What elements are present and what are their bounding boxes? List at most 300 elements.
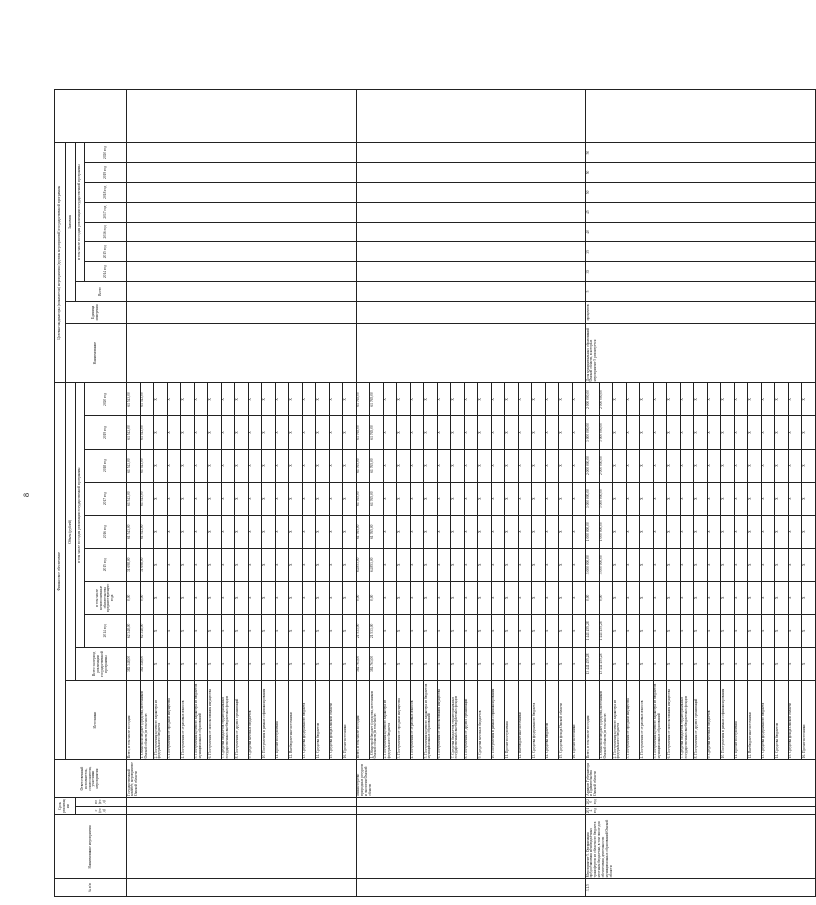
x-mark: Х (302, 416, 316, 449)
x-mark: Х (775, 416, 789, 449)
x-mark: Х (518, 515, 532, 548)
x-mark: Х (545, 416, 559, 449)
x-mark: Х (748, 581, 762, 614)
value-cell: 61 765,00 (370, 383, 384, 416)
source-label: 1. Областной бюджет (средства, источников Омской области) в том числе: (599, 680, 613, 759)
x-mark: Х (451, 515, 465, 548)
x-mark: Х (694, 614, 708, 647)
x-mark: Х (532, 614, 546, 647)
x-mark: Х (761, 482, 775, 515)
x-mark: Х (289, 416, 303, 449)
x-mark: Х (775, 515, 789, 548)
x-mark: Х (302, 383, 316, 416)
x-mark: Х (775, 581, 789, 614)
row-from: 2014 год (586, 806, 816, 815)
source-label: 9. Средства местных бюджетов (248, 680, 262, 759)
x-mark: Х (518, 383, 532, 416)
row-executor: Министерство природных ресурсов и экологии Омской области (356, 760, 586, 797)
hdr-ind-year: 2019 год (85, 163, 127, 183)
x-mark: Х (748, 416, 762, 449)
x-mark: Х (545, 614, 559, 647)
x-mark: Х (491, 647, 505, 680)
hdr-total: Всего за период реализации государственной программы (76, 647, 127, 680)
x-mark: Х (424, 515, 438, 548)
x-mark: Х (275, 614, 289, 647)
x-mark: Х (518, 449, 532, 482)
x-mark: Х (437, 449, 451, 482)
x-mark: Х (262, 548, 276, 581)
x-mark: Х (302, 482, 316, 515)
x-mark: Х (788, 482, 802, 515)
x-mark: Х (289, 482, 303, 515)
x-mark: Х (761, 515, 775, 548)
x-mark: Х (221, 416, 235, 449)
hdr-year: 2019 год (85, 416, 127, 449)
x-mark: Х (343, 515, 357, 548)
x-mark: Х (748, 482, 762, 515)
row-from (356, 806, 586, 815)
x-mark: Х (532, 482, 546, 515)
value-cell: 2 000 000,00 (586, 383, 600, 416)
x-mark: Х (505, 482, 519, 515)
row-executor: Аппарат Губернатора и Правительства Омской области (586, 760, 816, 797)
x-mark: Х (437, 614, 451, 647)
source-label: 4. Поступления от страховых взносов (640, 680, 654, 759)
x-mark: Х (275, 416, 289, 449)
x-mark: Х (329, 416, 343, 449)
x-mark: Х (262, 515, 276, 548)
source-label: 7. Средства бюджетов территориальных государственных внебюджетных фондов (221, 680, 235, 759)
x-mark: Х (532, 383, 546, 416)
x-mark: Х (154, 647, 168, 680)
x-mark: Х (437, 548, 451, 581)
x-mark: Х (383, 515, 397, 548)
x-mark: Х (572, 449, 586, 482)
hdr-year-2014: 2014 год (85, 614, 127, 647)
x-mark: Х (302, 449, 316, 482)
x-mark: Х (410, 449, 424, 482)
x-mark: Х (545, 482, 559, 515)
source-label: 7. Средства бюджетов территориальных государственных внебюджетных фондов (680, 680, 694, 759)
source-label: 9. Средства местных бюджетов (478, 680, 492, 759)
hdr-term: Срок реализации (55, 797, 76, 815)
value-cell: 1 000 000,00 (599, 515, 613, 548)
x-mark: Х (761, 449, 775, 482)
x-mark: Х (208, 515, 222, 548)
value-cell: 1 441 455,28 (586, 614, 600, 647)
row-name (356, 815, 586, 879)
indicator-total (127, 282, 357, 302)
source-label: 14. Средства бюджетов (775, 680, 789, 759)
x-mark: Х (397, 614, 411, 647)
x-mark: Х (181, 515, 195, 548)
value-cell: 0,00 (599, 581, 613, 614)
x-mark: Х (329, 548, 343, 581)
row-number: 3.1.5 (586, 879, 816, 897)
value-cell: 1 000 000,00 (586, 515, 600, 548)
x-mark: Х (748, 614, 762, 647)
hdr-sources: Источники (66, 680, 127, 759)
hdr-year: 2016 год (85, 515, 127, 548)
x-mark: Х (640, 581, 654, 614)
x-mark: Х (248, 581, 262, 614)
source-label: 14. Средства бюджетов (316, 680, 330, 759)
x-mark: Х (788, 416, 802, 449)
indicator-value (356, 182, 586, 202)
x-mark: Х (653, 482, 667, 515)
x-mark: Х (559, 482, 573, 515)
x-mark: Х (640, 449, 654, 482)
x-mark: Х (154, 548, 168, 581)
x-mark: Х (680, 383, 694, 416)
x-mark: Х (383, 548, 397, 581)
x-mark: Х (181, 449, 195, 482)
x-mark: Х (329, 581, 343, 614)
x-mark: Х (734, 581, 748, 614)
indicator-value: 50 (586, 182, 816, 202)
x-mark: Х (788, 614, 802, 647)
x-mark: Х (397, 515, 411, 548)
x-mark: Х (680, 482, 694, 515)
value-cell: 21 533,00 (370, 614, 384, 647)
x-mark: Х (761, 647, 775, 680)
program-table (54, 89, 816, 897)
row-to: 2020 год (586, 797, 816, 806)
x-mark: Х (653, 581, 667, 614)
x-mark: Х (424, 416, 438, 449)
x-mark: Х (248, 548, 262, 581)
x-mark: Х (505, 581, 519, 614)
x-mark: Х (667, 614, 681, 647)
x-mark: Х (491, 449, 505, 482)
source-label: 10. Поступления в рамках софинансирования (721, 680, 735, 759)
x-mark: Х (424, 647, 438, 680)
x-mark: Х (167, 449, 181, 482)
x-mark: Х (707, 581, 721, 614)
x-mark: Х (572, 647, 586, 680)
x-mark: Х (640, 647, 654, 680)
x-mark: Х (437, 515, 451, 548)
value-cell: 0,00 (356, 581, 370, 614)
hdr-name: Наименование мероприятия (55, 815, 127, 879)
hdr-year: 2018 год (85, 449, 127, 482)
x-mark: Х (221, 482, 235, 515)
source-label: 5. Поступления целевого характера из бюджетов муниципальных образований (194, 680, 208, 759)
x-mark: Х (532, 515, 546, 548)
x-mark: Х (545, 647, 559, 680)
x-mark: Х (167, 614, 181, 647)
x-mark: Х (478, 416, 492, 449)
source-label: 13. Средства федерального бюджета (302, 680, 316, 759)
x-mark: Х (559, 581, 573, 614)
x-mark: Х (613, 647, 627, 680)
x-mark: Х (221, 614, 235, 647)
x-mark: Х (667, 548, 681, 581)
x-mark: Х (167, 416, 181, 449)
x-mark: Х (424, 548, 438, 581)
source-label: 10. Поступления в рамках софинансирования (262, 680, 276, 759)
x-mark: Х (802, 647, 816, 680)
x-mark: Х (572, 581, 586, 614)
x-mark: Х (613, 482, 627, 515)
x-mark: Х (802, 581, 816, 614)
x-mark: Х (248, 515, 262, 548)
hdr-executor: Ответственный исполнитель, соисполнители, участники мероприятия (55, 760, 127, 797)
x-mark: Х (505, 449, 519, 482)
x-mark: Х (748, 449, 762, 482)
x-mark: Х (235, 416, 249, 449)
source-label: 6. Поступления от использования имущества (208, 680, 222, 759)
value-cell: 0,00 (586, 581, 600, 614)
x-mark: Х (302, 548, 316, 581)
x-mark: Х (667, 515, 681, 548)
x-mark: Х (491, 383, 505, 416)
x-mark: Х (788, 515, 802, 548)
x-mark: Х (302, 515, 316, 548)
x-mark: Х (613, 581, 627, 614)
source-label: 5. Поступления целевого характера из бюджетов муниципальных образований (424, 680, 438, 759)
indicator-value (127, 182, 357, 202)
x-mark: Х (302, 647, 316, 680)
x-mark: Х (316, 515, 330, 548)
indicator-value: 50 (586, 143, 816, 163)
x-mark: Х (640, 482, 654, 515)
x-mark: Х (451, 383, 465, 416)
x-mark: Х (667, 647, 681, 680)
x-mark: Х (424, 449, 438, 482)
x-mark: Х (194, 548, 208, 581)
x-mark: Х (613, 416, 627, 449)
x-mark: Х (491, 416, 505, 449)
x-mark: Х (518, 416, 532, 449)
x-mark: Х (478, 647, 492, 680)
x-mark: Х (397, 416, 411, 449)
x-mark: Х (518, 548, 532, 581)
x-mark: Х (802, 383, 816, 416)
x-mark: Х (721, 581, 735, 614)
x-mark: Х (424, 482, 438, 515)
x-mark: Х (208, 482, 222, 515)
value-cell: 61 543,00 (127, 416, 141, 449)
value-cell: 2 000 000,00 (599, 449, 613, 482)
source-label: 3. Поступления от продажи имущества (626, 680, 640, 759)
rotated-page (0, 85, 806, 905)
indicator-value (127, 242, 357, 262)
x-mark: Х (316, 449, 330, 482)
x-mark: Х (194, 581, 208, 614)
x-mark: Х (559, 548, 573, 581)
x-mark: Х (464, 548, 478, 581)
x-mark: Х (802, 548, 816, 581)
source-label: 13. Средства федерального бюджета (532, 680, 546, 759)
indicator-value (356, 262, 586, 282)
x-mark: Х (518, 647, 532, 680)
x-mark: Х (235, 515, 249, 548)
x-mark: Х (262, 647, 276, 680)
x-mark: Х (208, 449, 222, 482)
x-mark: Х (410, 482, 424, 515)
x-mark: Х (734, 416, 748, 449)
x-mark: Х (383, 482, 397, 515)
value-cell: 382 348,00 (127, 647, 141, 680)
x-mark: Х (181, 482, 195, 515)
indicator-value (356, 202, 586, 222)
x-mark: Х (221, 647, 235, 680)
x-mark: Х (788, 647, 802, 680)
x-mark: Х (221, 449, 235, 482)
x-mark: Х (640, 614, 654, 647)
x-mark: Х (343, 647, 357, 680)
x-mark: Х (680, 614, 694, 647)
x-mark: Х (464, 449, 478, 482)
x-mark: Х (734, 449, 748, 482)
x-mark: Х (734, 515, 748, 548)
x-mark: Х (248, 647, 262, 680)
x-mark: Х (208, 548, 222, 581)
x-mark: Х (451, 647, 465, 680)
x-mark: Х (437, 647, 451, 680)
x-mark: Х (167, 515, 181, 548)
indicator-value: 35 (586, 242, 816, 262)
x-mark: Х (559, 416, 573, 449)
x-mark: Х (248, 482, 262, 515)
x-mark: Х (491, 581, 505, 614)
x-mark: Х (235, 449, 249, 482)
x-mark: Х (707, 383, 721, 416)
row-to (127, 797, 357, 806)
value-cell: 62 348,00 (140, 614, 154, 647)
x-mark: Х (235, 614, 249, 647)
value-cell: 1 441 455,28 (599, 614, 613, 647)
source-label: 3. Поступления от продажи имущества (397, 680, 411, 759)
x-mark: Х (316, 614, 330, 647)
value-cell: 3 000 000,00 (586, 416, 600, 449)
x-mark: Х (167, 482, 181, 515)
x-mark: Х (275, 581, 289, 614)
x-mark: Х (559, 614, 573, 647)
hdr-indicator-block: Целевые индикаторы (показатели) мероприятия (группы мероприятий) государственной программы (55, 143, 66, 383)
x-mark: Х (707, 548, 721, 581)
x-mark: Х (734, 383, 748, 416)
source-label: 8. Поступления от других организаций (235, 680, 249, 759)
x-mark: Х (761, 548, 775, 581)
x-mark: Х (613, 548, 627, 581)
source-label: 4. Поступления от страховых взносов (410, 680, 424, 759)
x-mark: Х (329, 515, 343, 548)
source-label: 15. Средства фонда Омской области (329, 680, 343, 759)
x-mark: Х (788, 581, 802, 614)
x-mark: Х (721, 515, 735, 548)
value-cell: 64 853,00 (370, 548, 384, 581)
x-mark: Х (410, 548, 424, 581)
x-mark: Х (181, 383, 195, 416)
x-mark: Х (316, 416, 330, 449)
x-mark: Х (424, 383, 438, 416)
x-mark: Х (194, 449, 208, 482)
x-mark: Х (653, 416, 667, 449)
x-mark: Х (734, 614, 748, 647)
hdr-ind-year: 2017 год (85, 202, 127, 222)
indicator-value: 50 (586, 163, 816, 183)
x-mark: Х (721, 416, 735, 449)
x-mark: Х (653, 614, 667, 647)
x-mark: Х (235, 383, 249, 416)
hdr-incl-years: в том числе по годам реализации государственной программы (76, 383, 85, 648)
value-cell: 61 543,00 (127, 482, 141, 515)
x-mark: Х (478, 383, 492, 416)
x-mark: Х (275, 647, 289, 680)
x-mark: Х (383, 614, 397, 647)
indicator-value (127, 143, 357, 163)
x-mark: Х (181, 614, 195, 647)
x-mark: Х (289, 383, 303, 416)
x-mark: Х (329, 614, 343, 647)
value-cell: 3 000 000,00 (586, 548, 600, 581)
x-mark: Х (343, 614, 357, 647)
indicator-value (356, 143, 586, 163)
x-mark: Х (532, 647, 546, 680)
x-mark: Х (707, 647, 721, 680)
x-mark: Х (788, 383, 802, 416)
value-cell: 61 543,00 (140, 449, 154, 482)
source-label: 6. Поступления от использования имущества (667, 680, 681, 759)
x-mark: Х (505, 515, 519, 548)
value-cell: 2 000 000,00 (586, 449, 600, 482)
x-mark: Х (680, 647, 694, 680)
source-label: 10. Поступления в рамках софинансирования (491, 680, 505, 759)
value-cell: 61 765,00 (370, 515, 384, 548)
value-cell: 61 543,00 (127, 515, 141, 548)
x-mark: Х (410, 383, 424, 416)
indicator-value (356, 222, 586, 242)
value-cell: 31 698,00 (127, 548, 141, 581)
x-mark: Х (410, 614, 424, 647)
hdr-unit: Единица измерения (66, 301, 127, 323)
x-mark: Х (397, 383, 411, 416)
x-mark: Х (397, 581, 411, 614)
source-label: 12. Внебюджетные источники (518, 680, 532, 759)
x-mark: Х (775, 449, 789, 482)
indicator-value: 45 (586, 202, 816, 222)
hdr-year: 2015 год (85, 548, 127, 581)
source-label: 8. Поступления от других организаций (694, 680, 708, 759)
x-mark: Х (478, 449, 492, 482)
x-mark: Х (437, 581, 451, 614)
source-label: 14. Средства бюджетов (545, 680, 559, 759)
x-mark: Х (410, 416, 424, 449)
source-label: 2. Поступления целевого характера из федерального бюджета (383, 680, 397, 759)
source-label: 7. Средства бюджетов территориальных государственных внебюджетных фондов (451, 680, 465, 759)
source-label: 9. Средства местных бюджетов (707, 680, 721, 759)
x-mark: Х (721, 548, 735, 581)
x-mark: Х (194, 647, 208, 680)
x-mark: Х (680, 416, 694, 449)
x-mark: Х (194, 614, 208, 647)
x-mark: Х (464, 647, 478, 680)
source-label: 12. Внебюджетные источники (748, 680, 762, 759)
source-label: 4. Поступления от страховых взносов (181, 680, 195, 759)
x-mark: Х (559, 647, 573, 680)
hdr-ind-name: Наименование (66, 323, 127, 383)
x-mark: Х (451, 548, 465, 581)
x-mark: Х (640, 515, 654, 548)
x-mark: Х (559, 383, 573, 416)
x-mark: Х (667, 581, 681, 614)
x-mark: Х (194, 515, 208, 548)
value-cell: 61 765,00 (356, 383, 370, 416)
x-mark: Х (464, 482, 478, 515)
x-mark: Х (680, 581, 694, 614)
